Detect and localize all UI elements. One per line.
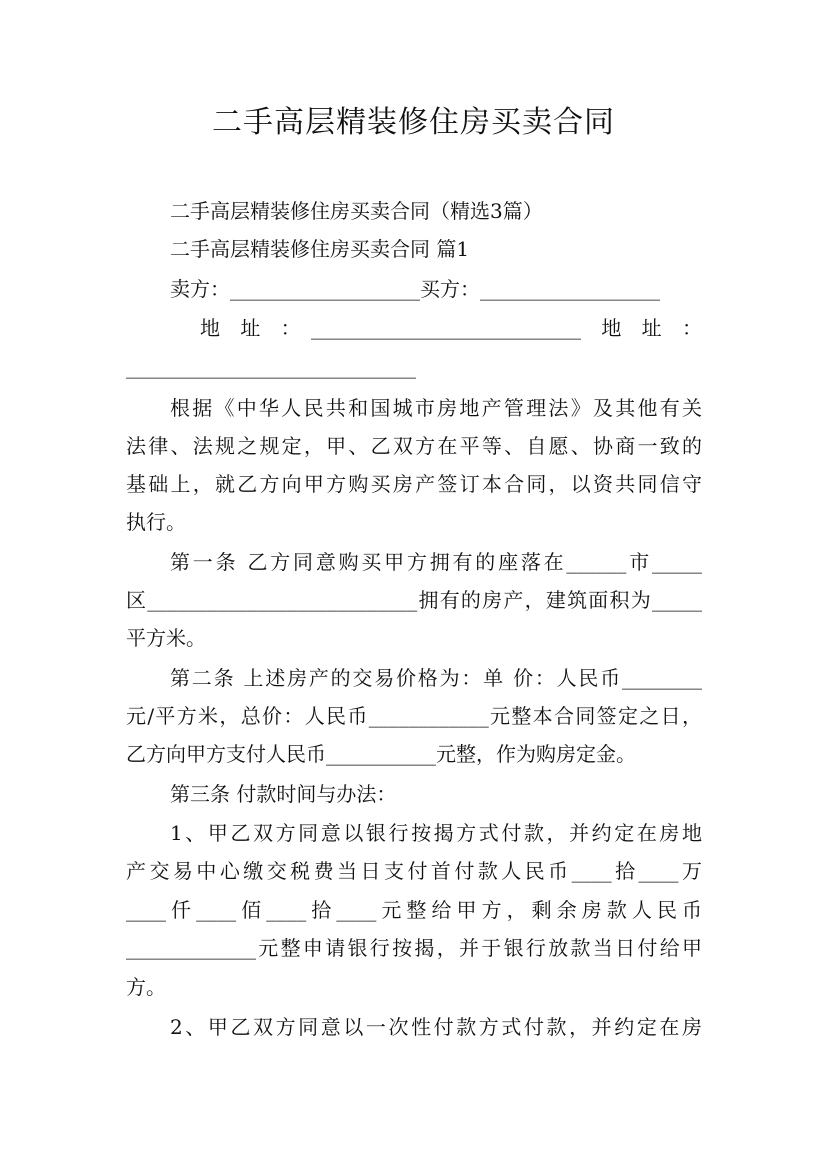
- parties-line: 卖方：___________________买方：__________________: [170, 277, 660, 301]
- clause-one-line: 产交易中心缴交税费当日支付首付款人民币____拾____万: [126, 859, 702, 883]
- article-two-line: 第二条 上述房产的交易价格为：单 价：人民币________: [170, 666, 702, 690]
- clause-one-line: ____仟____佰____拾____元整给甲方，剩余房款人民币: [126, 898, 702, 922]
- paragraph-line: 基础上，就乙方向甲方购买房产签订本合同，以资共同信守: [126, 472, 702, 496]
- article-two-line: 元/平方米，总价：人民币____________元整本合同签定之日，: [126, 704, 702, 728]
- paragraph-line: 法律、法规之规定，甲、乙双方在平等、自愿、协商一致的: [126, 434, 702, 458]
- subtitle-line: 二手高层精装修住房买卖合同（精选3篇）: [170, 199, 543, 223]
- clause-one-line: _____________元整申请银行按揭，并于银行放款当日付给甲: [126, 936, 702, 960]
- article-one-line: 第一条 乙方同意购买甲方拥有的座落在______市_____: [170, 550, 702, 574]
- clause-one-line: 1、甲乙双方同意以银行按揭方式付款，并约定在房地: [170, 821, 702, 845]
- address-line: 地 址 ： ___________________________ 地 址 ：: [200, 316, 702, 340]
- clause-one-line: 方。: [126, 975, 166, 999]
- article-one-line: 区___________________________拥有的房产，建筑面积为_____: [126, 588, 702, 612]
- paragraph-line: 根据《中华人民共和国城市房地产管理法》及其他有关: [170, 396, 702, 420]
- article-one-line: 平方米。: [126, 626, 206, 650]
- section-heading: 二手高层精装修住房买卖合同 篇1: [170, 237, 470, 261]
- paragraph-line: 执行。: [126, 510, 186, 534]
- clause-two-line: 2、甲乙双方同意以一次性付款方式付款，并约定在房: [170, 1015, 702, 1039]
- article-three-heading: 第三条 付款时间与办法：: [170, 782, 397, 806]
- document-title: 二手高层精装修住房买卖合同: [212, 105, 615, 140]
- address-blank-line: _____________________________: [126, 355, 416, 379]
- article-two-line: 乙方向甲方支付人民币___________元整，作为购房定金。: [126, 742, 636, 766]
